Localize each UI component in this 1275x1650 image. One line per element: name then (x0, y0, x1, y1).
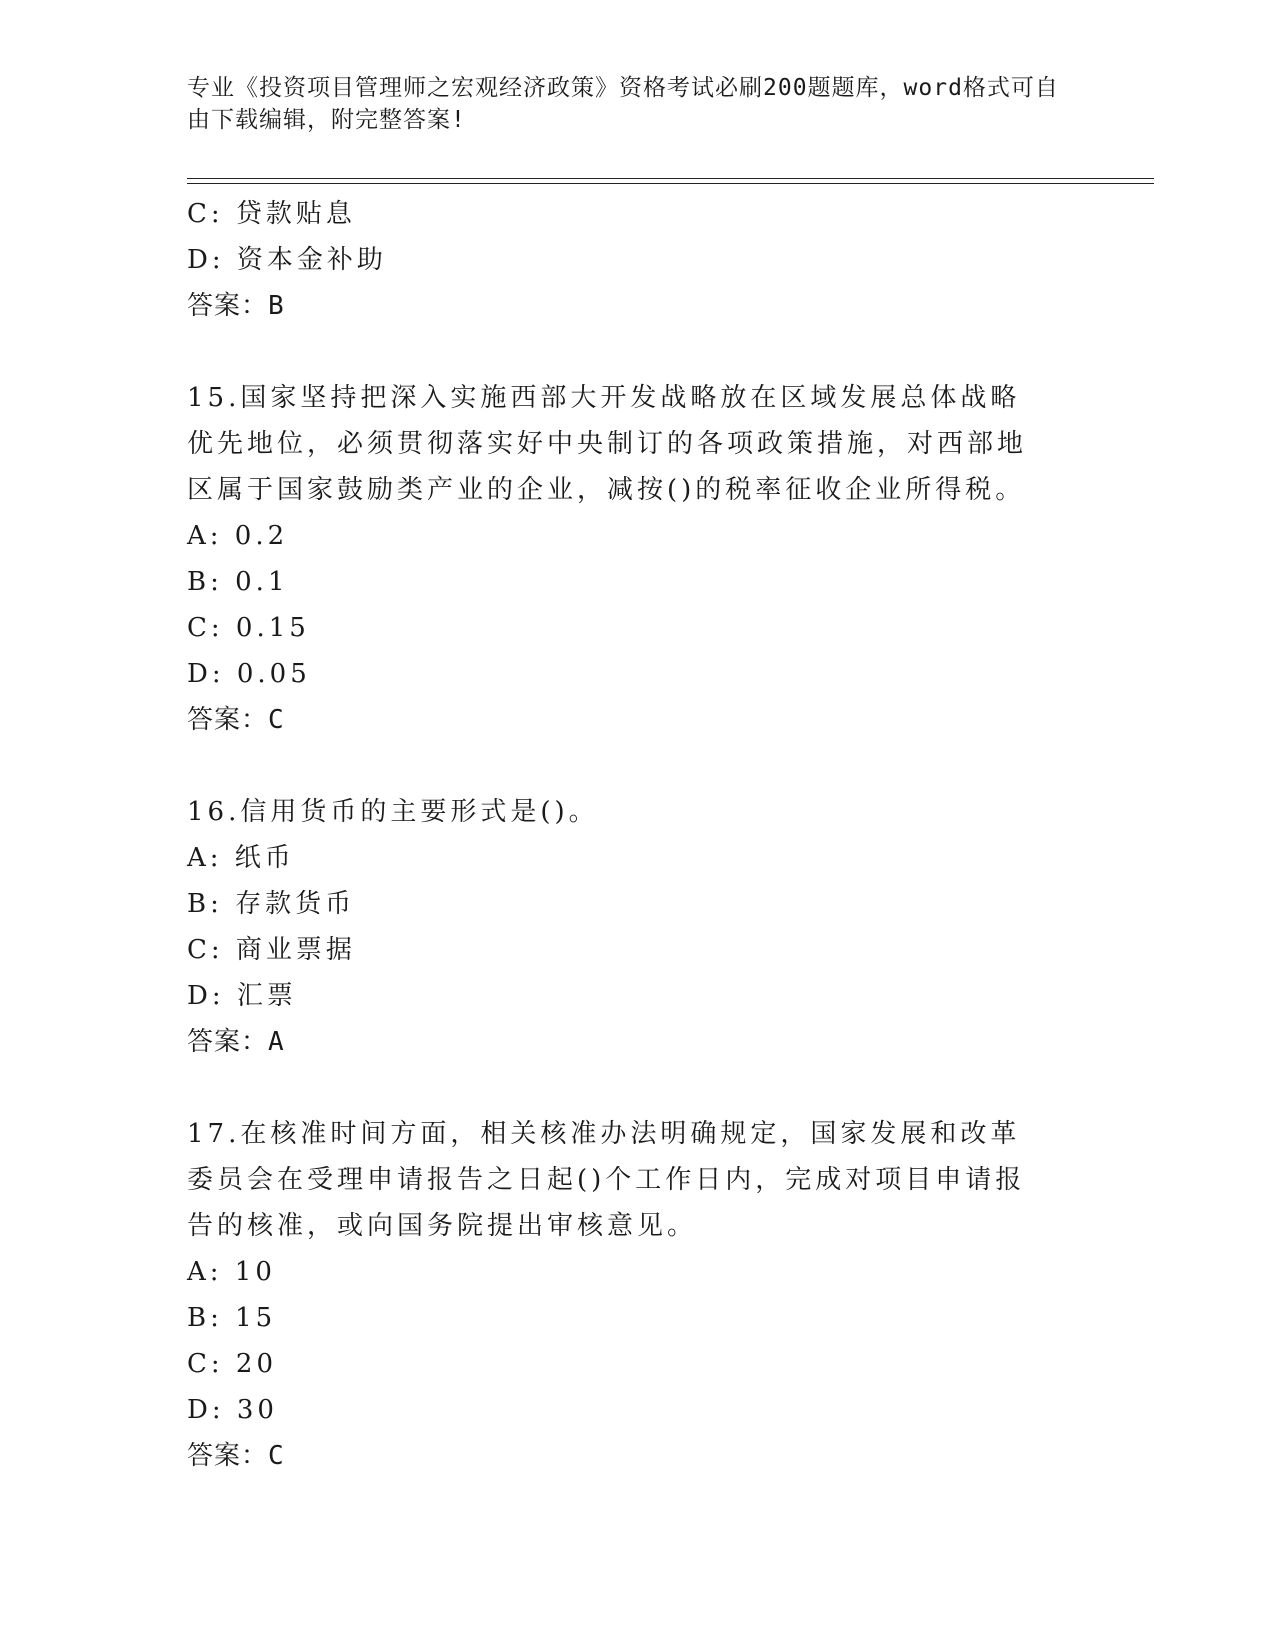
spacer (187, 1065, 1087, 1111)
question-16 (187, 789, 1087, 1065)
option-c: C: 商业票据 (187, 935, 356, 965)
option-c: C: 0.15 (187, 613, 310, 643)
option-d: D: 30 (187, 1395, 278, 1425)
option-c: C: 贷款贴息 (187, 199, 356, 229)
option-d: D: 汇票 (187, 981, 297, 1011)
option-a: A: 0.2 (187, 521, 289, 551)
question-15 (187, 375, 1087, 743)
option-d: D: 资本金补助 (187, 245, 387, 275)
option-d: D: 0.05 (187, 659, 311, 689)
answer-line: 答案：A (187, 1027, 285, 1057)
question-17 (187, 1111, 1087, 1479)
answer-line: 答案：C (187, 705, 285, 735)
option-b: B: 15 (187, 1303, 277, 1333)
spacer (187, 329, 1087, 375)
spacer (187, 743, 1087, 789)
question-fragment (187, 191, 1087, 329)
option-a: A: 纸币 (187, 843, 295, 873)
question-stem: 17.在核准时间方面，相关核准办法明确规定，国家发展和改革委员会在受理申请报告之日起()个工作日内，完成对项目申请报告的核准，或向国务院提出审核意见。 (187, 1119, 1026, 1241)
document-header: 专业《投资项目管理师之宏观经济政策》资格考试必刷200题题库，word格式可自由下载编辑，附完整答案! (187, 75, 1059, 133)
answer-line: 答案：B (187, 291, 285, 321)
question-stem: 16.信用货币的主要形式是()。 (187, 797, 599, 827)
question-stem: 15.国家坚持把深入实施西部大开发战略放在区域发展总体战略优先地位，必须贯彻落实好中央制订的各项政策措施，对西部地区属于国家鼓励类产业的企业，减按()的税率征收企业所得税。 (187, 383, 1028, 505)
header-divider-top (187, 178, 1154, 179)
answer-line: 答案：C (187, 1441, 285, 1471)
option-c: C: 20 (187, 1349, 278, 1379)
header-divider-bottom (187, 183, 1154, 184)
option-b: B: 0.1 (187, 567, 289, 597)
document-body (187, 191, 1087, 1479)
option-b: B: 存款货币 (187, 889, 356, 919)
option-a: A: 10 (187, 1257, 276, 1287)
